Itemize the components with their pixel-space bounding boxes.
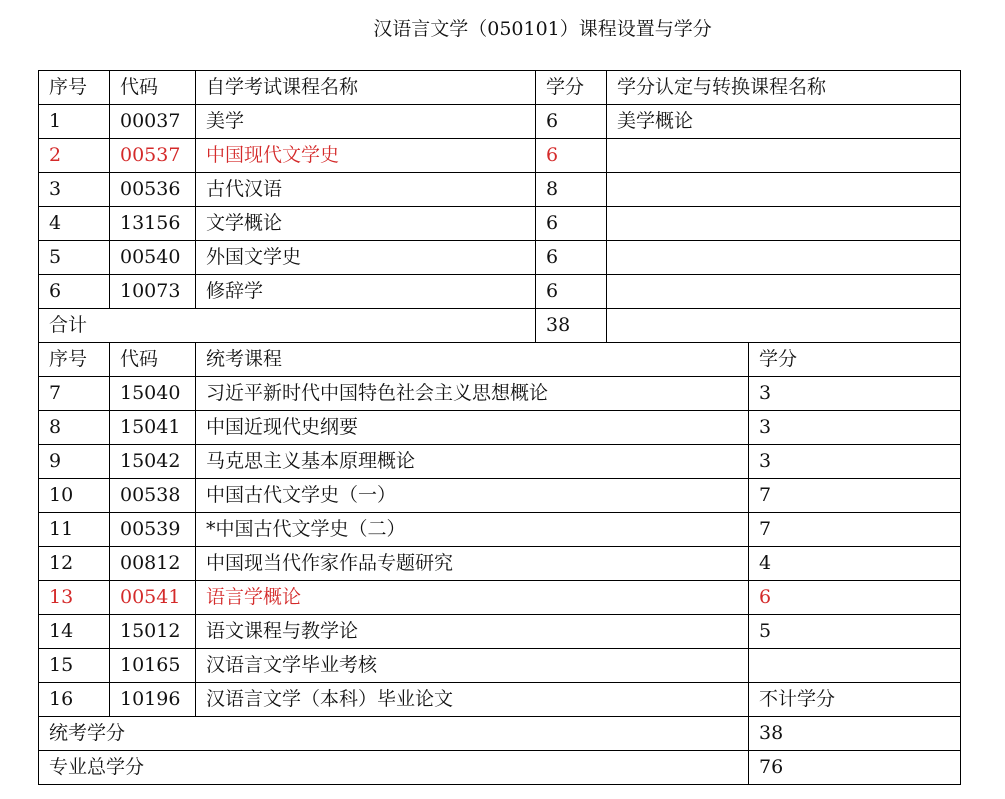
- row-num: 8: [39, 411, 110, 445]
- recognition-course: [607, 139, 961, 173]
- course-name: 中国现代文学史: [196, 139, 536, 173]
- self-exam-row: [39, 207, 961, 241]
- course-name: 古代汉语: [196, 173, 536, 207]
- course-code: 00536: [110, 173, 196, 207]
- course-name: 习近平新时代中国特色社会主义思想概论: [196, 377, 749, 411]
- row-num: 15: [39, 649, 110, 683]
- course-code: 10196: [110, 683, 196, 717]
- course-name: 中国古代文学史（一）: [196, 479, 749, 513]
- header-unified-course: 统考课程: [196, 343, 749, 377]
- course-name: 外国文学史: [196, 241, 536, 275]
- course-credit: 6: [536, 241, 607, 275]
- unified-exam-row: [39, 411, 961, 445]
- unified-exam-header-row: [39, 343, 961, 377]
- recognition-course: 美学概论: [607, 105, 961, 139]
- unified-credit-row: [39, 717, 961, 751]
- header-course-name: 自学考试课程名称: [196, 71, 536, 105]
- course-credit: 7: [749, 479, 961, 513]
- unified-exam-row: [39, 683, 961, 717]
- course-name: 中国近现代史纲要: [196, 411, 749, 445]
- course-name: 语文课程与教学论: [196, 615, 749, 649]
- row-num: 7: [39, 377, 110, 411]
- header-credit: 学分: [749, 343, 961, 377]
- course-code: 00037: [110, 105, 196, 139]
- course-code: 00541: [110, 581, 196, 615]
- total-credit-row: [39, 751, 961, 785]
- unified-exam-row: [39, 615, 961, 649]
- course-credit: 6: [749, 581, 961, 615]
- self-exam-row: [39, 105, 961, 139]
- course-table: [38, 70, 961, 785]
- header-num: 序号: [39, 71, 110, 105]
- course-table-body: [39, 71, 961, 785]
- unified-exam-row: [39, 479, 961, 513]
- unified-exam-row: [39, 377, 961, 411]
- row-num: 2: [39, 139, 110, 173]
- row-num: 12: [39, 547, 110, 581]
- self-exam-total-label: 合计: [39, 309, 536, 343]
- total-credit-label: 专业总学分: [39, 751, 749, 785]
- self-exam-total-blank: [607, 309, 961, 343]
- course-code: 00539: [110, 513, 196, 547]
- course-code: 15042: [110, 445, 196, 479]
- course-code: 10073: [110, 275, 196, 309]
- course-code: 00537: [110, 139, 196, 173]
- course-name: 马克思主义基本原理概论: [196, 445, 749, 479]
- unified-credit-label: 统考学分: [39, 717, 749, 751]
- course-code: 13156: [110, 207, 196, 241]
- row-num: 6: [39, 275, 110, 309]
- row-num: 10: [39, 479, 110, 513]
- header-code: 代码: [110, 71, 196, 105]
- course-credit: 5: [749, 615, 961, 649]
- document-title: 汉语言文学（050101）课程设置与学分: [373, 18, 712, 40]
- self-exam-total-value: 38: [536, 309, 607, 343]
- row-num: 5: [39, 241, 110, 275]
- course-name: 美学: [196, 105, 536, 139]
- course-code: 00812: [110, 547, 196, 581]
- course-credit: 6: [536, 275, 607, 309]
- course-credit: 6: [536, 207, 607, 241]
- course-credit: 4: [749, 547, 961, 581]
- course-code: 00538: [110, 479, 196, 513]
- header-credit: 学分: [536, 71, 607, 105]
- self-exam-row: [39, 275, 961, 309]
- self-exam-row: [39, 241, 961, 275]
- unified-exam-row: [39, 547, 961, 581]
- recognition-course: [607, 241, 961, 275]
- row-num: 14: [39, 615, 110, 649]
- unified-exam-row: [39, 513, 961, 547]
- course-name: 文学概论: [196, 207, 536, 241]
- row-num: 16: [39, 683, 110, 717]
- self-exam-total-row: [39, 309, 961, 343]
- course-credit: 3: [749, 377, 961, 411]
- course-name: 语言学概论: [196, 581, 749, 615]
- row-num: 3: [39, 173, 110, 207]
- course-name: 汉语言文学毕业考核: [196, 649, 749, 683]
- self-exam-row: [39, 173, 961, 207]
- row-num: 1: [39, 105, 110, 139]
- recognition-course: [607, 275, 961, 309]
- course-code: 15012: [110, 615, 196, 649]
- unified-exam-row: [39, 581, 961, 615]
- recognition-course: [607, 173, 961, 207]
- course-code: 15040: [110, 377, 196, 411]
- self-exam-header-row: [39, 71, 961, 105]
- course-code: 00540: [110, 241, 196, 275]
- course-code: 15041: [110, 411, 196, 445]
- header-code: 代码: [110, 343, 196, 377]
- recognition-course: [607, 207, 961, 241]
- course-name: 中国现当代作家作品专题研究: [196, 547, 749, 581]
- course-credit: 不计学分: [749, 683, 961, 717]
- course-name: *中国古代文学史（二）: [196, 513, 749, 547]
- unified-exam-row: [39, 445, 961, 479]
- course-credit: 7: [749, 513, 961, 547]
- unified-exam-row: [39, 649, 961, 683]
- course-credit: 3: [749, 411, 961, 445]
- header-recognition: 学分认定与转换课程名称: [607, 71, 961, 105]
- course-name: 汉语言文学（本科）毕业论文: [196, 683, 749, 717]
- row-num: 4: [39, 207, 110, 241]
- course-credit: 6: [536, 139, 607, 173]
- header-num: 序号: [39, 343, 110, 377]
- row-num: 11: [39, 513, 110, 547]
- unified-credit-value: 38: [749, 717, 961, 751]
- course-credit: 8: [536, 173, 607, 207]
- course-credit: [749, 649, 961, 683]
- self-exam-row: [39, 139, 961, 173]
- course-credit: 6: [536, 105, 607, 139]
- course-credit: 3: [749, 445, 961, 479]
- course-code: 10165: [110, 649, 196, 683]
- course-name: 修辞学: [196, 275, 536, 309]
- row-num: 13: [39, 581, 110, 615]
- total-credit-value: 76: [749, 751, 961, 785]
- row-num: 9: [39, 445, 110, 479]
